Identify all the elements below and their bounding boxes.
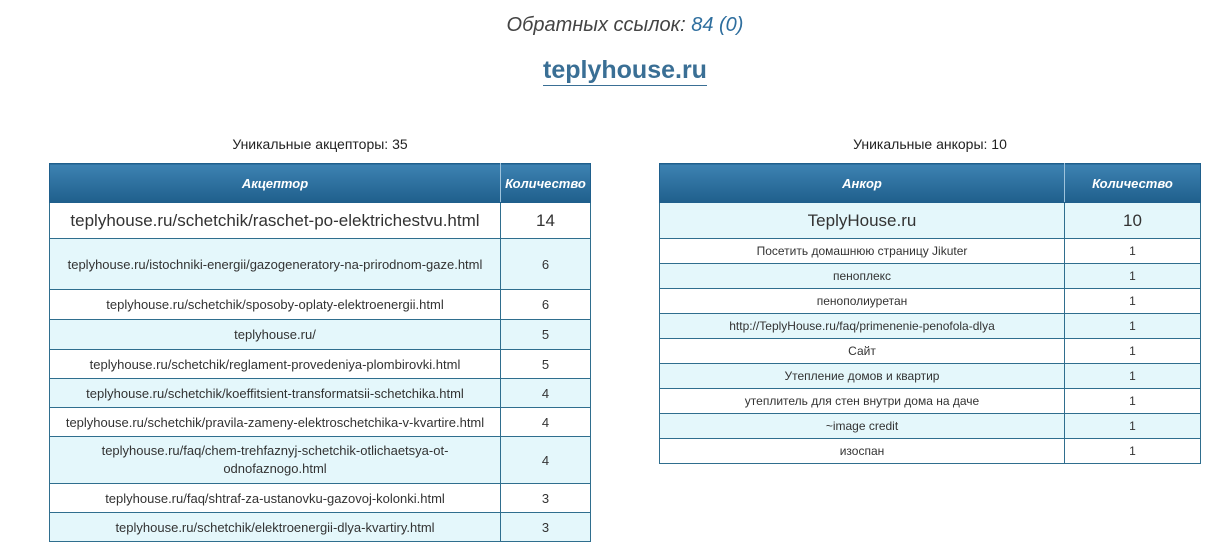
anchor-count: 1 [1065,239,1201,264]
backlinks-label: Обратных ссылок: [506,14,686,36]
table-row [660,389,1201,414]
table-row [50,379,591,408]
anchor-count: 1 [1065,339,1201,364]
anchor-text: пенополиуретан [660,289,1065,314]
table-row [660,264,1201,289]
anchors-panel [659,136,1201,464]
table-row [50,239,591,290]
anchor-count: 1 [1065,264,1201,289]
acceptor-count: 14 [501,203,591,239]
acceptor-count: 3 [501,513,591,542]
anchors-caption: Уникальные анкоры: 10 [853,136,1007,152]
table-row [50,437,591,484]
table-row [50,320,591,350]
table-row [50,484,591,513]
domain-link[interactable]: teplyhouse.ru [543,56,707,84]
anchor-text: TeplyHouse.ru [660,203,1065,239]
acceptors-caption: Уникальные акцепторы: 35 [232,136,408,152]
anchor-count: 1 [1065,289,1201,314]
anchor-text: Утепление домов и квартир [660,364,1065,389]
table-row [660,414,1201,439]
acceptors-table [49,163,591,542]
table-row [50,408,591,437]
backlinks-count: 84 (0) [691,14,744,36]
acceptor-count: 6 [501,290,591,320]
anchor-count: 10 [1065,203,1201,239]
acceptors-panel [49,136,591,542]
acceptor-url[interactable]: teplyhouse.ru/faq/shtraf-za-ustanovku-gazovoj-kolonki.html [50,484,501,513]
domain-heading [0,56,1215,85]
acceptor-url[interactable]: teplyhouse.ru/schetchik/pravila-zameny-elektroschetchika-v-kvartire.html [50,408,501,437]
acceptor-url[interactable]: teplyhouse.ru/schetchik/sposoby-oplaty-elektroenergii.html [50,290,501,320]
anchor-count: 1 [1065,439,1201,464]
acceptor-url[interactable]: teplyhouse.ru/istochniki-energii/gazogeneratory-na-prirodnom-gaze.html [50,239,501,290]
anchor-count: 1 [1065,314,1201,339]
table-row [660,339,1201,364]
acceptor-url[interactable]: teplyhouse.ru/ [50,320,501,350]
acceptor-column-header[interactable]: Акцептор [50,164,501,203]
table-row [50,513,591,542]
table-row [660,364,1201,389]
anchor-count: 1 [1065,414,1201,439]
table-row [660,203,1201,239]
table-row [660,314,1201,339]
anchor-text: пеноплекс [660,264,1065,289]
acceptor-count: 4 [501,437,591,484]
table-row [660,289,1201,314]
acceptor-count: 3 [501,484,591,513]
anchors-table [659,163,1201,464]
acceptor-count: 4 [501,408,591,437]
count-column-header[interactable]: Количество [501,164,591,203]
table-row [660,439,1201,464]
acceptor-count: 6 [501,239,591,290]
acceptor-count: 4 [501,379,591,408]
acceptor-url[interactable]: teplyhouse.ru/schetchik/elektroenergii-dlya-kvartiry.html [50,513,501,542]
anchor-text: http://TeplyHouse.ru/faq/primenenie-penofola-dlya [660,314,1065,339]
acceptor-url[interactable]: teplyhouse.ru/schetchik/koeffitsient-transformatsii-schetchika.html [50,379,501,408]
anchor-text: Сайт [660,339,1065,364]
table-row [660,239,1201,264]
anchor-column-header[interactable]: Анкор [660,164,1065,203]
anchor-text: утеплитель для стен внутри дома на даче [660,389,1065,414]
acceptor-count: 5 [501,320,591,350]
acceptor-count: 5 [501,350,591,379]
count-column-header[interactable]: Количество [1065,164,1201,203]
anchor-count: 1 [1065,364,1201,389]
acceptor-url[interactable]: teplyhouse.ru/schetchik/reglament-provedeniya-plombirovki.html [50,350,501,379]
table-row [50,290,591,320]
anchor-count: 1 [1065,389,1201,414]
anchor-text: Посетить домашнюю страницу Jikuter [660,239,1065,264]
anchor-text: ~image credit [660,414,1065,439]
table-row [50,203,591,239]
anchor-text: изоспан [660,439,1065,464]
table-row [50,350,591,379]
acceptor-url[interactable]: teplyhouse.ru/schetchik/raschet-po-elektrichestvu.html [50,203,501,239]
acceptor-url[interactable]: teplyhouse.ru/faq/chem-trehfaznyj-schetchik-otlichaetsya-ot-odnofaznogo.html [50,437,501,484]
backlinks-summary [0,14,1215,37]
